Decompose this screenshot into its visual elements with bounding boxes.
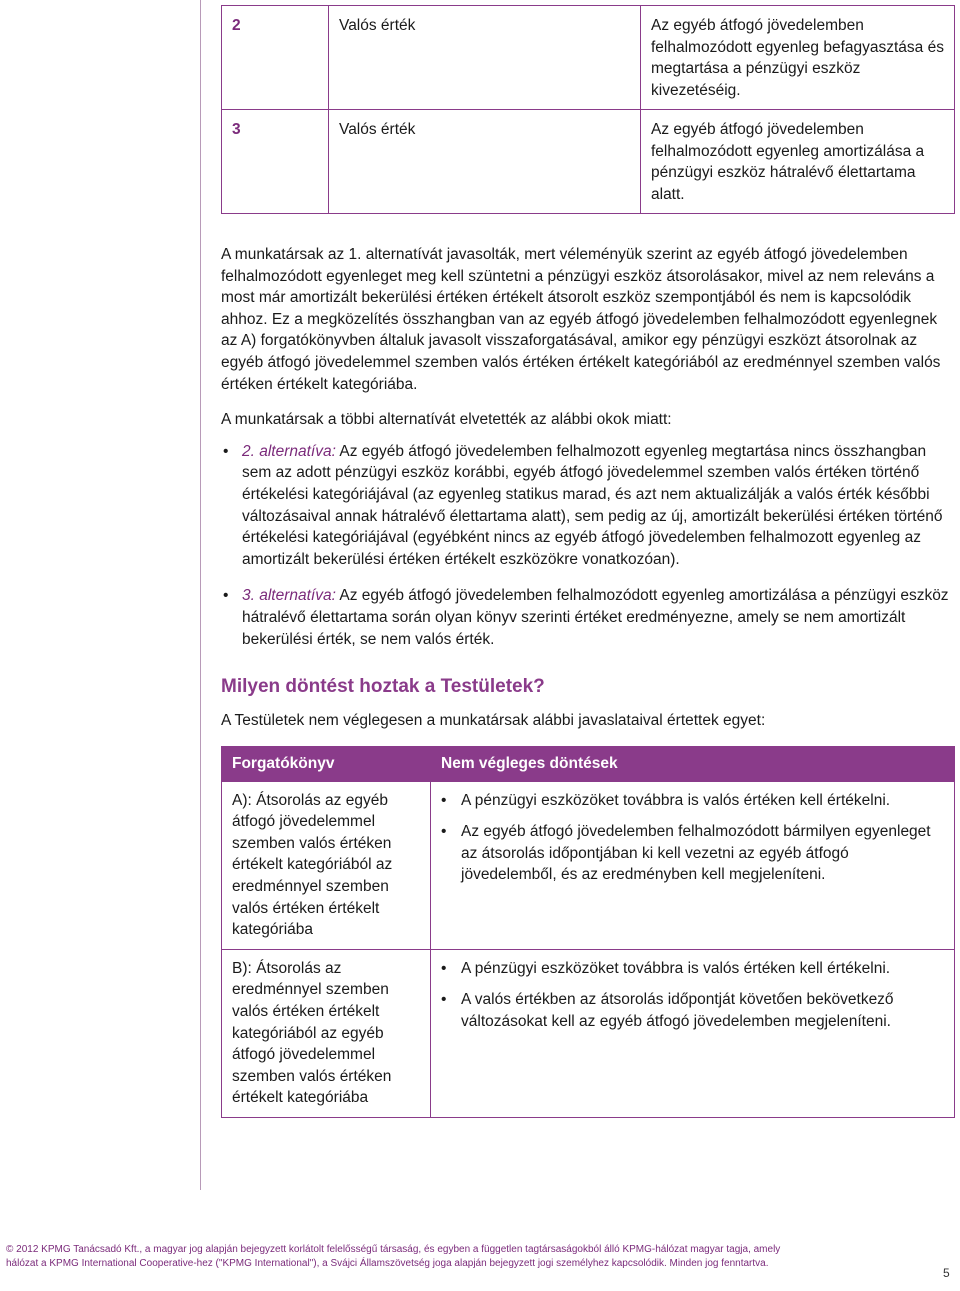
section-heading: Milyen döntést hoztak a Testületek? bbox=[221, 676, 545, 698]
alternative-text: Az egyéb átfogó jövedelemben felhalmozott egyenleg megtartása nincs összhangban sem az adott pénzügyi eszköz korábbi, egyéb átfogó jövedelemmel szemben valós értéken történő értékelési kategóriájával (az egyenleg statikus marad, és azt nem aktualizálják a valós érték későbbi változásaival annak hátralévő élettartama alatt), sem pedig az új, amortizált bekerülési értéken történő értékelési kategóriájával (egyébként nincs az egyéb átfogó jövedelemben felhalmozott egyenleg az amortizált bekerülési értéken értékelt eszközökre vonatkozóan). bbox=[242, 442, 943, 568]
decision-list bbox=[441, 790, 944, 886]
decisions-cell bbox=[431, 949, 955, 1117]
table-row bbox=[222, 949, 955, 1117]
column-header-decisions: Nem végleges döntések bbox=[431, 746, 955, 781]
decision-text: Az egyéb átfogó jövedelemben felhalmozódott bármilyen egyenleget az átsorolás időpontjában ki kell vezetni az egyéb átfogó jövedelemből, és az eredményben kell megjeleníteni. bbox=[461, 823, 931, 884]
decisions-intro: A Testületek nem véglegesen a munkatársak alábbi javaslataival értettek egyet: bbox=[221, 712, 766, 730]
page-content bbox=[221, 0, 955, 1118]
table-row bbox=[222, 781, 955, 949]
bullet-icon: • bbox=[441, 991, 447, 1009]
list-item bbox=[221, 441, 955, 571]
decision-text: A valós értékben az átsorolás időpontját követően bekövetkező változásokat kell az egyéb átfogó jövedelemben megjeleníteni. bbox=[461, 991, 894, 1031]
bullet-icon: • bbox=[441, 823, 447, 841]
rejected-alternatives-list bbox=[221, 441, 955, 650]
staff-recommendation-paragraph: A munkatársak az 1. alternatívát javasolták, mert véleményük szerint az egyéb átfogó jövedelemben felhalmozódott egyenleget meg kell szüntetni a pénzügyi eszköz átsorolásakor, mivel az nem releváns a most már amortizált bekerülési értéken értékelt átsorolt eszköz szempontjából és nem is kapcsolódik ahhoz. Ez a megközelítés összhangban van az egyéb átfogó jövedelemben felhalmozódott egyenlegnek az A) forgatókönyvben általuk javasolt visszaforgatásával, amikor egy pénzügyi eszközt átsorolnak az egyéb átfogó jövedelemmel szemben valós értéken értékelt kategóriából az eredménnyel szemben valós értéken értékelt kategóriába. bbox=[221, 246, 941, 393]
list-item bbox=[441, 958, 944, 980]
option-number: 3 bbox=[222, 110, 329, 214]
accounting-treatment: Az egyéb átfogó jövedelemben felhalmozódott egyenleg befagyasztása és megtartása a pénzügyi eszköz kivezetéséig. bbox=[641, 6, 955, 110]
measurement-options-table bbox=[221, 5, 955, 214]
decision-list bbox=[441, 958, 944, 1033]
column-header-scenario: Forgatókönyv bbox=[222, 746, 431, 781]
scenario-cell: B): Átsorolás az eredménnyel szemben valós értéken értékelt kategóriából az egyéb átfogó jövedelemmel szemben valós értéken értékelt kategóriába bbox=[222, 949, 431, 1117]
bullet-icon: • bbox=[441, 959, 447, 977]
alternative-label: 3. alternatíva: bbox=[242, 587, 336, 605]
measurement-basis: Valós érték bbox=[329, 6, 641, 110]
table-row bbox=[222, 6, 955, 110]
list-item bbox=[441, 821, 944, 886]
scenario-cell: A): Átsorolás az egyéb átfogó jövedelemmel szemben valós értéken értékelt kategóriából az eredménnyel szemben valós értéken értékelt kategóriába bbox=[222, 781, 431, 949]
list-item bbox=[441, 790, 944, 812]
table-header-row bbox=[222, 746, 955, 781]
rejected-alternatives-intro: A munkatársak a többi alternatívát elvetették az alábbi okok miatt: bbox=[221, 411, 672, 429]
copyright-footer: © 2012 KPMG Tanácsadó Kft., a magyar jog alapján bejegyzett korlátolt felelősségű társaság, és egyben a független tagtársaságokból álló KPMG-hálózat magyar tagja, amely hálózat a KPMG International Cooperative-hez ("KPMG International"), a Svájci Államszövetség joga alapján bejegyzett jogi személyhez kapcsolódik. Minden jog fenntartva. bbox=[6, 1244, 781, 1269]
page-number: 5 bbox=[943, 1266, 950, 1280]
decision-text: A pénzügyi eszközöket továbbra is valós értéken kell értékelni. bbox=[461, 959, 891, 977]
accounting-treatment: Az egyéb átfogó jövedelemben felhalmozódott egyenleg amortizálása a pénzügyi eszköz hátralévő élettartama alatt. bbox=[641, 110, 955, 214]
alternative-label: 2. alternatíva: bbox=[242, 442, 336, 460]
decision-text: A pénzügyi eszközöket továbbra is valós értéken kell értékelni. bbox=[461, 791, 891, 809]
decisions-cell bbox=[431, 781, 955, 949]
bullet-icon: • bbox=[223, 442, 229, 460]
margin-rule bbox=[200, 0, 201, 1190]
decisions-table bbox=[221, 746, 955, 1118]
bullet-icon: • bbox=[223, 587, 229, 605]
table-row bbox=[222, 110, 955, 214]
list-item bbox=[221, 585, 955, 650]
bullet-icon: • bbox=[441, 791, 447, 809]
alternative-text: Az egyéb átfogó jövedelemben felhalmozódott egyenleg amortizálása a pénzügyi eszköz hátralévő élettartama során olyan könyv szerinti értéket eredményezne, amely se nem amortizált bekerülési érték, se nem valós érték. bbox=[242, 587, 949, 648]
list-item bbox=[441, 989, 944, 1032]
option-number: 2 bbox=[222, 6, 329, 110]
measurement-basis: Valós érték bbox=[329, 110, 641, 214]
